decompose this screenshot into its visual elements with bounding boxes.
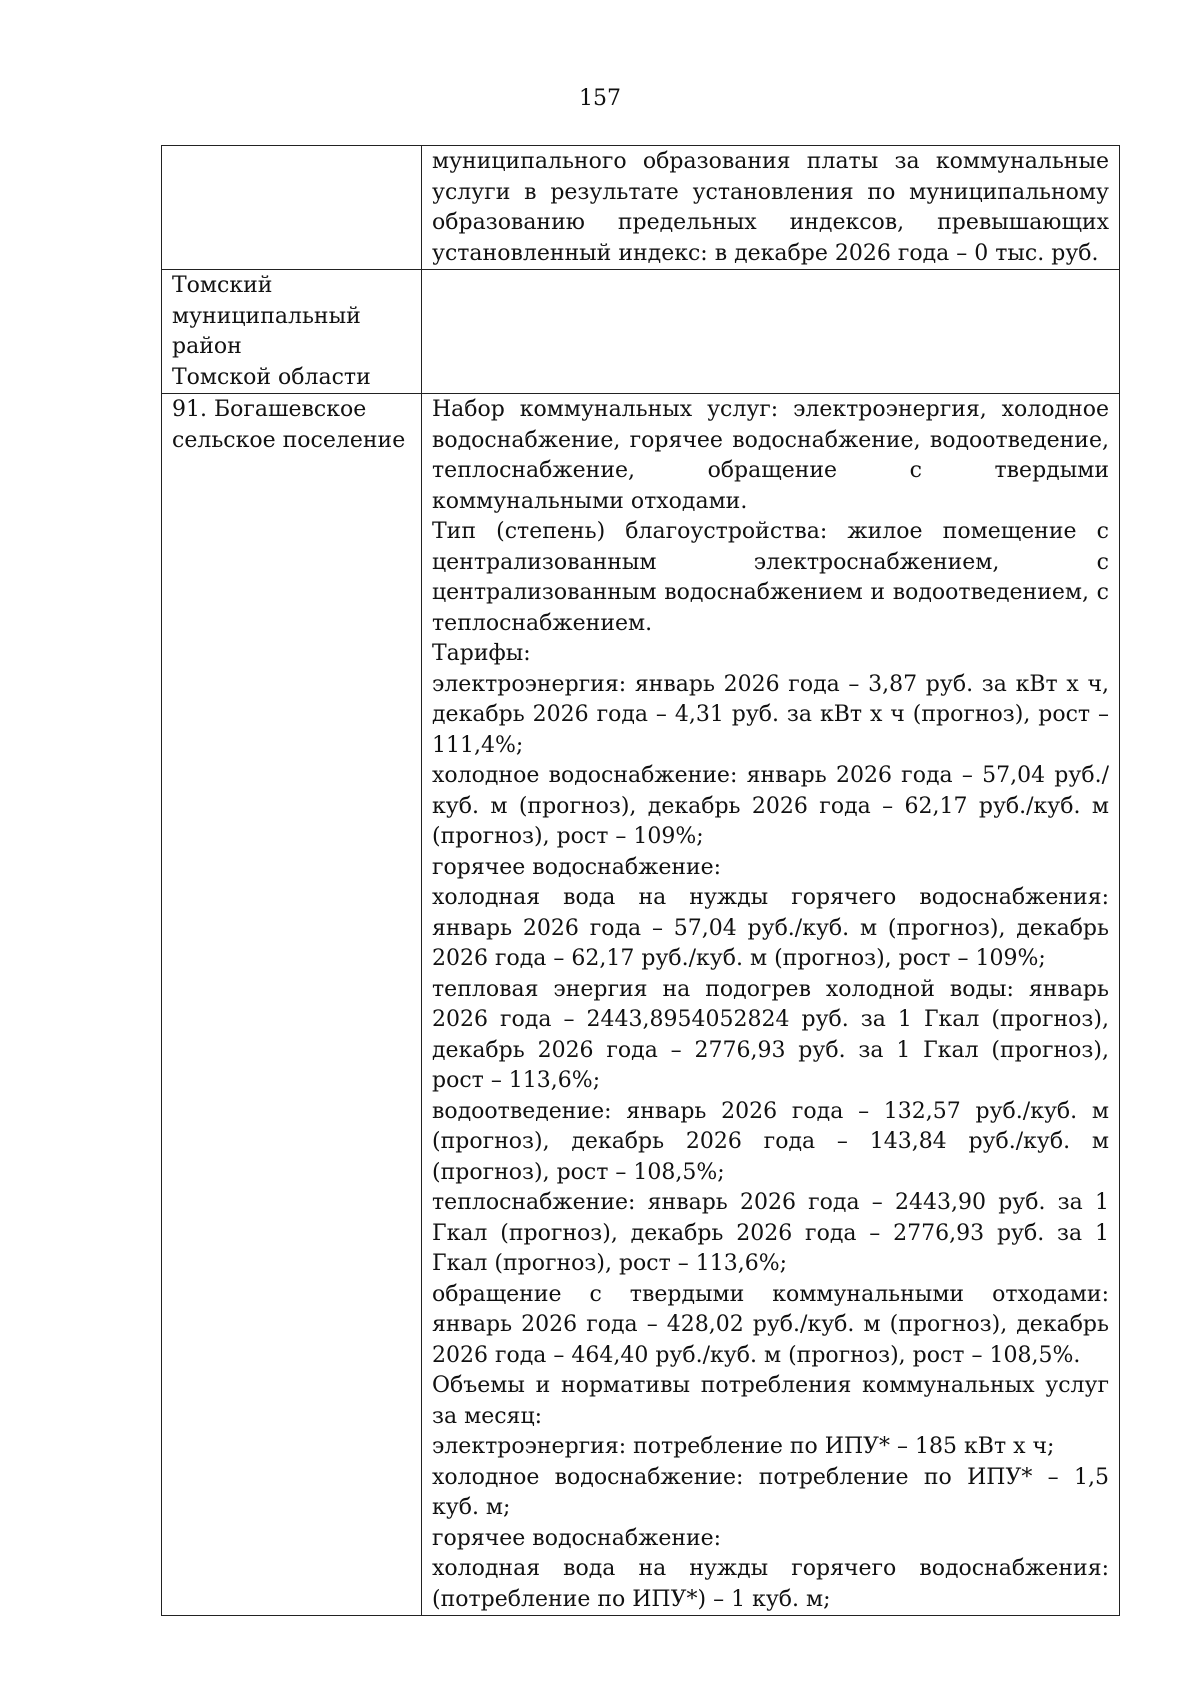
- municipality-cell: [162, 394, 422, 1616]
- tariff-paragraph: электроэнергия: январь 2026 года – 3,87 руб. за кВт х ч, декабрь 2026 года – 4,31 руб. за кВт х ч (прогноз), рост – 111,4%;: [432, 671, 1109, 758]
- description-cell: [422, 270, 1120, 394]
- improvement-type-paragraph: Тип (степень) благоустройства: жилое помещение с централизованным электроснабжением, с централизованным водоснабжением и водоотведением, с теплоснабжением.: [432, 519, 1109, 636]
- table-row: [162, 394, 1120, 1616]
- municipality-name-line: 91. Богашевское: [172, 397, 367, 422]
- description-cell: [422, 394, 1120, 1616]
- tariff-paragraph: теплоснабжение: январь 2026 года – 2443,90 руб. за 1 Гкал (прогноз), декабрь 2026 года – 2776,93 руб. за 1 Гкал (прогноз), рост – 113,6%;: [432, 1190, 1109, 1276]
- municipality-name-line: Томской области: [172, 364, 371, 390]
- services-set-paragraph: Набор коммунальных услуг: электроэнергия, холодное водоснабжение, горячее водоснабжение, водоотведение, теплоснабжение, обращение с твердыми коммунальными отходами.: [432, 397, 1109, 514]
- tariff-subheading: горячее водоснабжение:: [432, 854, 722, 880]
- municipality-cell: [162, 146, 422, 270]
- consumption-subheading: горячее водоснабжение:: [432, 1525, 722, 1551]
- consumption-paragraph: холодная вода на нужды горячего водоснабжения: (потребление по ИПУ*) – 1 куб. м;: [432, 1556, 1109, 1612]
- municipality-name-line: сельское поселение: [172, 427, 406, 453]
- description-paragraph: муниципального образования платы за коммунальные услуги в результате установления по муниципальному образованию предельных индексов, превышающих установленный индекс: в декабре 2026 года – 0 тыс. руб.: [432, 149, 1109, 266]
- tariffs-heading: Тарифы:: [432, 641, 531, 666]
- table-row: [162, 270, 1120, 394]
- consumption-paragraph: холодное водоснабжение: потребление по ИПУ* – 1,5 куб. м;: [432, 1464, 1109, 1520]
- municipality-name-line: муниципальный район: [172, 303, 361, 359]
- tariff-table: [161, 145, 1120, 1616]
- municipality-cell: [162, 270, 422, 394]
- tariff-paragraph: обращение с твердыми коммунальными отходами: январь 2026 года – 428,02 руб./куб. м (прогноз), декабрь 2026 года – 464,40 руб./куб. м (прогноз), рост – 108,5%.: [432, 1281, 1109, 1368]
- consumption-heading: Объемы и нормативы потребления коммунальных услуг за месяц:: [432, 1373, 1109, 1429]
- tariff-paragraph: холодное водоснабжение: январь 2026 года – 57,04 руб./куб. м (прогноз), декабрь 2026 года – 62,17 руб./куб. м (прогноз), рост – 109%;: [432, 763, 1109, 849]
- page-number: 157: [579, 86, 621, 111]
- consumption-paragraph: электроэнергия: потребление по ИПУ* – 185 кВт х ч;: [432, 1434, 1055, 1459]
- tariff-paragraph: тепловая энергия на подогрев холодной воды: январь 2026 года – 2443,8954052824 руб. за 1 Гкал (прогноз), декабрь 2026 года – 2776,93 руб. за 1 Гкал (прогноз), рост – 113,6%;: [432, 976, 1109, 1093]
- municipality-name-line: Томский: [172, 273, 273, 298]
- tariff-paragraph: холодная вода на нужды горячего водоснабжения: январь 2026 года – 57,04 руб./куб. м (прогноз), декабрь 2026 года – 62,17 руб./куб. м (прогноз), рост – 109%;: [432, 885, 1109, 971]
- table-row: [162, 146, 1120, 270]
- tariff-paragraph: водоотведение: январь 2026 года – 132,57 руб./куб. м (прогноз), декабрь 2026 года – 143,84 руб./куб. м (прогноз), рост – 108,5%;: [432, 1098, 1109, 1185]
- description-cell: [422, 146, 1120, 270]
